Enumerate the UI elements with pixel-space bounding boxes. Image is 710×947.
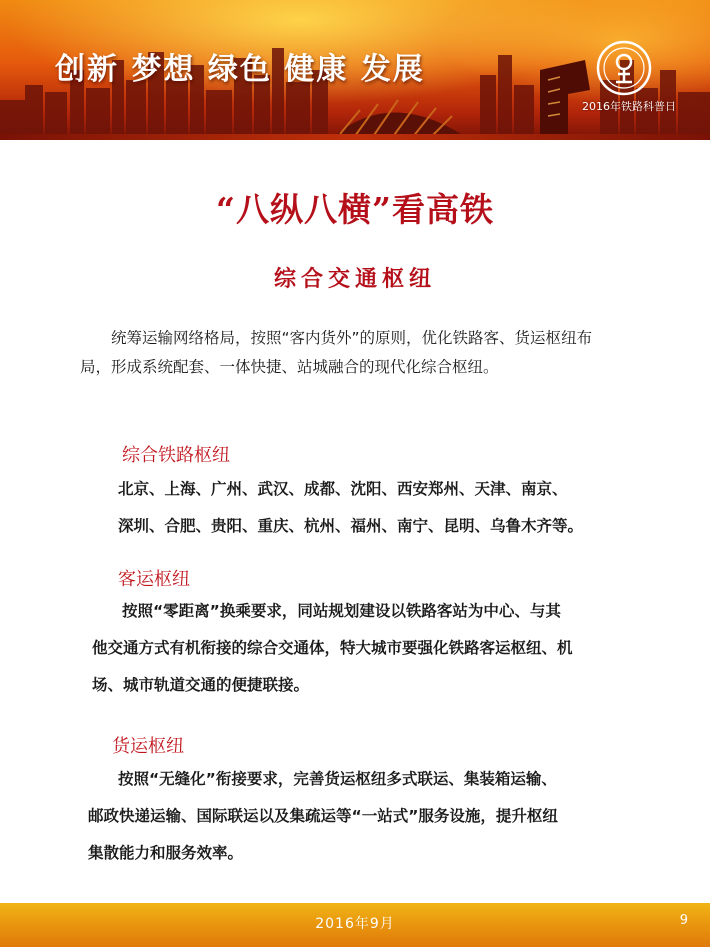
section-subtitle: 综合交通枢纽 (273, 267, 436, 292)
body-line: 集散能力和服务效率。 (88, 844, 244, 862)
footer-date: 2016年9月 (315, 916, 395, 932)
section-heading-freight-hub: 货运枢纽 (112, 736, 184, 757)
footer-bar (0, 903, 710, 947)
page-title: “八纵八横”看高铁 (216, 190, 494, 229)
logo-caption: 2016年铁路科普日 (582, 100, 676, 113)
body-line: 按照“零距离”换乘要求，同站规划建设以铁路客站为中心、与其 (122, 602, 561, 620)
intro-paragraph (80, 324, 620, 382)
intro-line: 纽布局，形成系统配套、一体快捷、站城融合的现代化综合枢纽。 (80, 329, 593, 376)
header-banner (0, 0, 710, 140)
section-body-passenger-hub (80, 593, 620, 704)
slogan-text: 创新 梦想 绿色 健康 发展 (55, 52, 425, 87)
body-line: 北京、上海、广州、武汉、成都、沈阳、西安郑州、天津、南京、 (118, 480, 568, 498)
body-line: 按照“无缝化”衔接要求，完善货运枢纽多式联运、集装箱运输、 (118, 770, 557, 788)
body-line: 场、城市轨道交通的便捷联接。 (92, 676, 310, 694)
railway-logo-icon (596, 40, 652, 96)
body-line: 邮政快递运输、国际联运以及集疏运等“一站式”服务设施，提升枢纽 (88, 807, 558, 825)
section-body-rail-hub (118, 471, 658, 545)
section-heading-rail-hub: 综合铁路枢纽 (122, 445, 230, 466)
section-heading-passenger-hub: 客运枢纽 (118, 569, 190, 590)
body-line: 深圳、合肥、贵阳、重庆、杭州、福州、南宁、昆明、乌鲁木齐等。 (118, 517, 584, 535)
section-body-freight-hub (80, 761, 620, 872)
page-number: 9 (679, 913, 688, 928)
body-line: 他交通方式有机衔接的综合交通体，特大城市要强化铁路客运枢纽、机 (92, 639, 573, 657)
intro-line: 统筹运输网络格局，按照“客内货外”的原则，优化铁路客、货运枢 (111, 329, 562, 347)
